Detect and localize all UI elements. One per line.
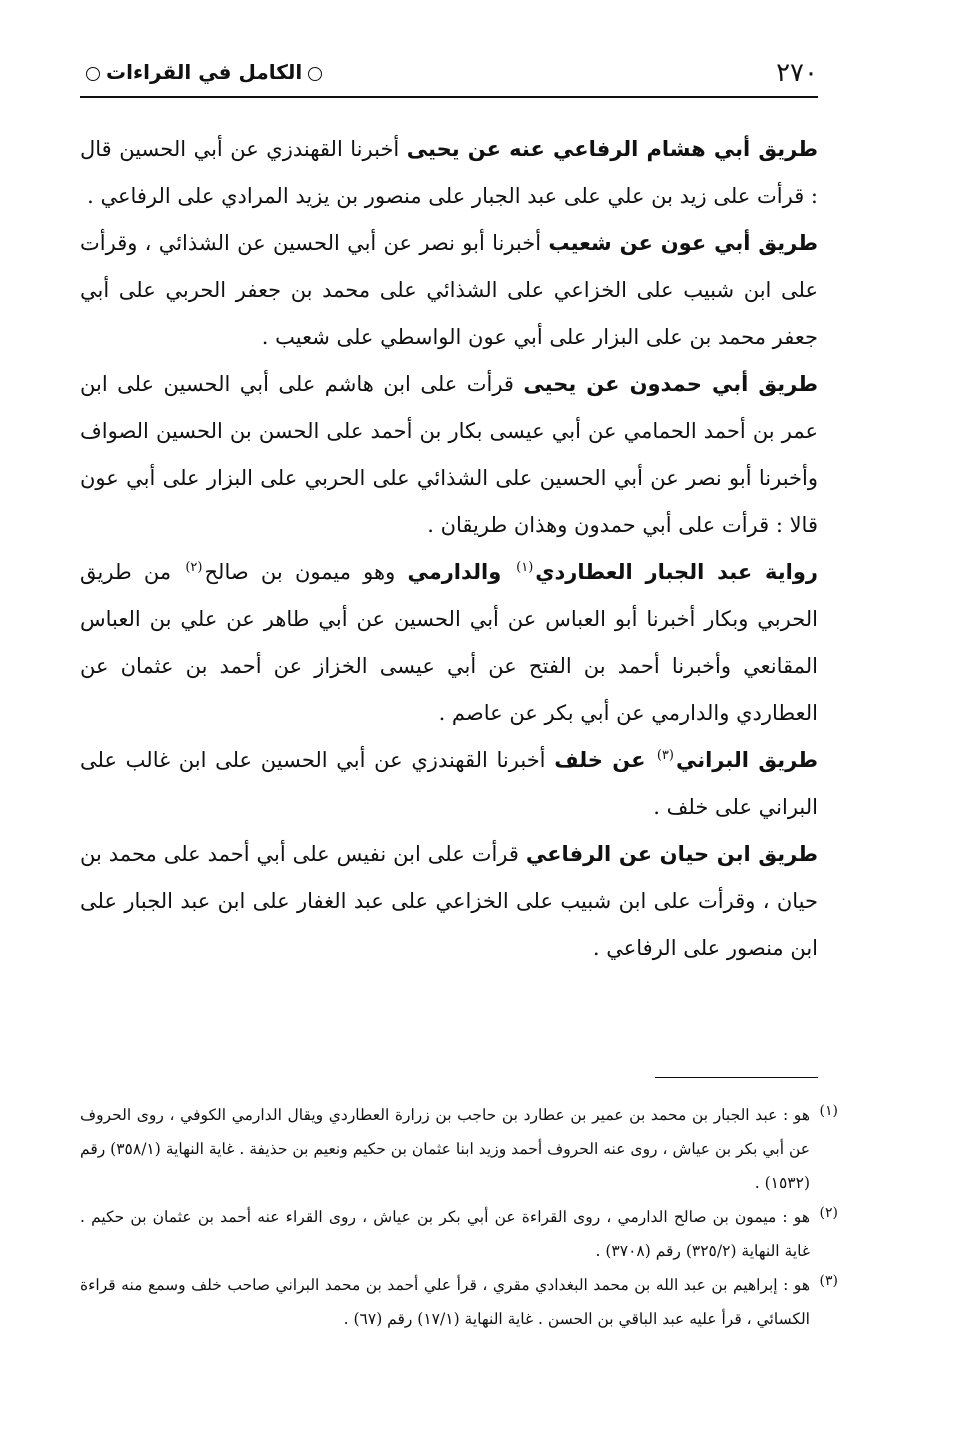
footnote-number: (١): [819, 1103, 838, 1119]
footnote-number: (٣): [819, 1273, 838, 1289]
paragraph-lead: طريق البراني: [675, 748, 818, 772]
paragraph-lead: طريق أبي حمدون عن يحيى: [523, 372, 818, 396]
circle-ornament-icon: [86, 67, 100, 81]
footnote-ref[interactable]: (٣): [656, 748, 674, 763]
running-title-wrapper: [80, 60, 328, 84]
paragraph-text: أخبرنا القهندزي عن أبي الحسين قال : قرأت على زيد بن علي على عبد الجبار على منصور بن يزيد المرادي على الرفاعي .: [80, 137, 818, 208]
paragraph-text: أخبرنا أبو نصر عن أبي الحسين عن الشذائي ، وقرأت على ابن شبيب على الخزاعي على الشذائي على محمد بن جعفر الحربي على أبي جعفر محمد بن على البزار على أبي عون الواسطي على شعيب .: [80, 231, 818, 349]
paragraph-lead: رواية عبد الجبار العطاردي: [535, 560, 819, 584]
footnotes: [80, 1098, 838, 1336]
paragraph-lead-secondary: والدارمي: [407, 560, 515, 584]
paragraph: [80, 549, 818, 737]
paragraph-text: وهو ميمون بن صالح: [204, 560, 408, 584]
paragraph-lead: طريق ابن حيان عن الرفاعي: [525, 842, 818, 866]
footnote: [80, 1098, 838, 1200]
page-number: ٢٧٠: [776, 58, 818, 88]
footnote: [80, 1200, 838, 1268]
paragraph: [80, 361, 818, 549]
footnote: [80, 1268, 838, 1336]
paragraph-lead: طريق أبي عون عن شعيب: [548, 231, 819, 255]
paragraph: [80, 126, 818, 220]
page-header: [80, 52, 818, 98]
paragraph: [80, 220, 818, 361]
footnote-number: (٢): [819, 1205, 838, 1221]
main-text: [80, 126, 818, 972]
footnote-text: هو : عبد الجبار بن محمد بن عمير بن عطارد بن حاجب بن زرارة العطاردي ويقال الدارمي الكوفي ، روى الحروف عن أبي بكر بن عياش ، روى عنه الحروف أحمد وزيد ابنا عثمان بن حكيم ونعيم بن حذيفة . غاية النهاية (٣٥٨/١) رقم (١٥٣٢) .: [80, 1106, 811, 1192]
footnote-ref[interactable]: (١): [516, 560, 534, 575]
paragraph-text: قرأت على ابن نفيس على أبي أحمد على محمد بن حيان ، وقرأت على ابن شبيب على الخزاعي على عبد الغفار على ابن عبد الجبار على ابن منصور على الرفاعي .: [80, 842, 819, 960]
paragraph-text: أخبرنا القهندزي عن أبي الحسين على ابن غالب على البراني على خلف .: [80, 748, 818, 819]
paragraph-lead-secondary: عن خلف: [554, 748, 655, 772]
paragraph-text: قرأت على ابن هاشم على أبي الحسين على ابن عمر بن أحمد الحمامي عن أبي عيسى بكار بن أحمد على الحسن بن الحسين الصواف وأخبرنا أبو نصر عن أبي الحسين على الشذائي على الحربي على البزار على أبي عون قالا : قرأت على أبي حمدون وهذان طريقان .: [80, 372, 818, 537]
running-title: الكامل في القراءات: [106, 60, 303, 84]
circle-ornament-icon: [308, 67, 322, 81]
footnote-text: هو : إبراهيم بن عبد الله بن محمد البغدادي مقري ، قرأ علي أحمد بن محمد البراني صاحب خلف وسمع منه قراءة الكسائي ، قرأ عليه عبد الباقي بن الحسن . غاية النهاية (١٧/١) رقم (٦٧) .: [80, 1276, 810, 1328]
footnote-text: هو : ميمون بن صالح الدارمي ، روى القراءة عن أبي بكر بن عياش ، روى القراء عنه أحمد بن عثمان بن حكيم . غاية النهاية (٣٢٥/٢) رقم (٣٧٠٨) .: [80, 1208, 810, 1260]
paragraph: [80, 831, 818, 972]
paragraph-lead: طريق أبي هشام الرفاعي عنه عن يحيى: [406, 137, 819, 161]
footnote-ref[interactable]: (٢): [185, 560, 203, 575]
paragraph: [80, 737, 818, 831]
paragraph-text: من طريق الحربي وبكار أخبرنا أبو العباس عن أبي الحسين عن أبي طاهر عن علي بن العباس المقانعي وأخبرنا أحمد بن الفتح عن أبي عيسى الخزاز عن أحمد بن عثمان عن العطاردي والدارمي عن أبي بكر عن عاصم .: [80, 560, 818, 725]
footnote-separator: [655, 1077, 818, 1078]
